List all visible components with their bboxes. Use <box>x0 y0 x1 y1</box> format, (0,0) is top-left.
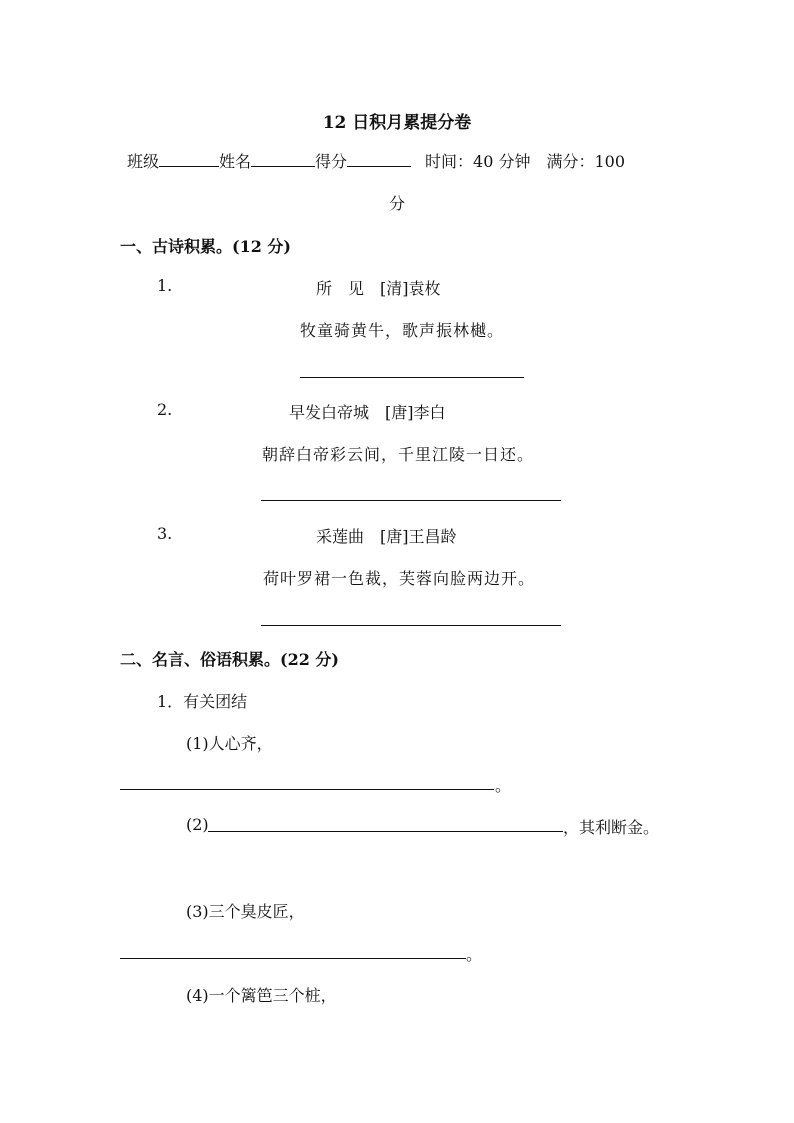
score-field[interactable] <box>347 152 411 167</box>
poem-3-title: 采莲曲 [唐]王昌龄 <box>316 527 457 546</box>
question-4-prompt: (4)一个篱笆三个桩， <box>186 986 337 1005</box>
subsection-1-title: 1．有关团结 <box>157 692 248 711</box>
page-title: 12 日积月累提分卷 <box>322 113 472 133</box>
poem-1-title: 所 见 [清]袁枚 <box>316 279 441 298</box>
score-label: 得分 <box>315 152 348 171</box>
time-text: 时间：40 分钟 <box>425 152 531 171</box>
class-label: 班级 <box>127 152 160 171</box>
question-1-end: 。 <box>495 776 512 795</box>
class-field[interactable] <box>159 152 219 167</box>
question-3-end: 。 <box>466 945 483 964</box>
question-2-suffix: ，其利断金。 <box>563 818 660 837</box>
poem-3-number: 3. <box>157 524 173 543</box>
poem-1-line: 牧童骑黄牛，歌声振林樾。 <box>300 321 505 340</box>
question-3-prompt: (3)三个臭皮匠， <box>186 902 305 921</box>
poem-1-number: 1. <box>157 276 173 295</box>
question-1-answer-line[interactable] <box>120 789 494 790</box>
full-score-unit: 分 <box>389 194 406 213</box>
info-line <box>127 149 625 172</box>
poem-2-answer-line[interactable] <box>261 500 561 501</box>
section-1-heading: 一、古诗积累。(12 分) <box>120 237 291 256</box>
question-2-prefix: (2) <box>186 815 209 834</box>
poem-2-number: 2. <box>157 400 173 419</box>
full-score-text: 满分：100 <box>546 152 626 171</box>
poem-2-title: 早发白帝城 [唐]李白 <box>289 403 446 422</box>
name-label: 姓名 <box>219 152 252 171</box>
poem-2-line: 朝辞白帝彩云间，千里江陵一日还。 <box>262 445 535 464</box>
section-2-heading: 二、名言、俗语积累。(22 分) <box>120 650 339 669</box>
question-2-answer-line[interactable] <box>208 831 563 832</box>
poem-1-answer-line[interactable] <box>300 377 524 378</box>
poem-3-answer-line[interactable] <box>261 625 561 626</box>
question-1-prompt: (1)人心齐， <box>186 734 273 753</box>
poem-3-line: 荷叶罗裙一色裁，芙蓉向脸两边开。 <box>263 569 536 588</box>
question-3-answer-line[interactable] <box>120 958 466 959</box>
name-field[interactable] <box>251 152 315 167</box>
